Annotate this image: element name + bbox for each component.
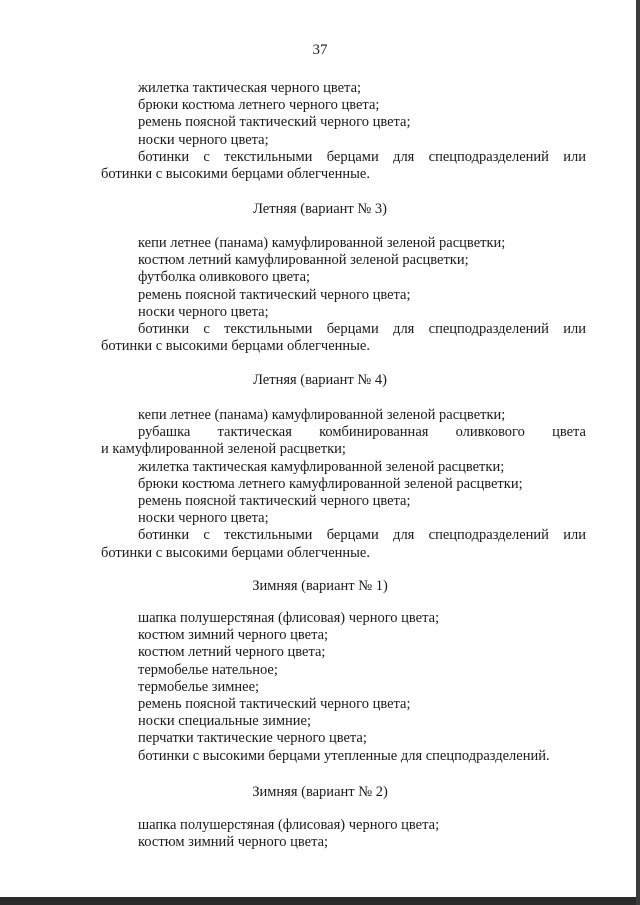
scan-bottom-edge [0, 897, 640, 905]
list-item-continuation: и камуфлированной зеленой расцветки; [101, 441, 346, 458]
section-heading-winter-2: Зимняя (вариант № 2) [252, 784, 388, 800]
list-item-continuation: ботинки с высокими берцами облегченные. [101, 338, 370, 355]
list-item: костюм зимний черного цвета; [138, 627, 329, 644]
list-item: ремень поясной тактический черного цвета; [138, 492, 411, 509]
list-item: рубашка тактическая комбинированная оливкового цвета [138, 424, 586, 441]
list-item: термобелье зимнее; [138, 678, 260, 695]
list-item: шапка полушерстяная (флисовая) черного цвета; [138, 610, 440, 626]
item-list-block-3 [101, 407, 586, 562]
page-number: 37 [312, 42, 328, 58]
list-item: ботинки с текстильными берцами для спецподразделений или [138, 148, 586, 165]
list-item: костюм летний черного цвета; [138, 644, 326, 661]
item-list-block-1 [101, 80, 586, 183]
list-item: ботинки с текстильными берцами для спецподразделений или [138, 320, 586, 337]
section-heading-summer-4: Летняя (вариант № 4) [253, 372, 387, 388]
section-heading-summer-3: Летняя (вариант № 3) [253, 201, 387, 217]
list-item: ботинки с высокими берцами утепленные для спецподразделений. [138, 747, 550, 764]
list-item: термобелье нательное; [138, 661, 278, 678]
list-item: футболка оливкового цвета; [138, 269, 311, 286]
item-list-block-5 [101, 817, 586, 851]
list-item: ремень поясной тактический черного цвета; [138, 114, 411, 131]
list-item: жилетка тактическая черного цвета; [138, 80, 362, 96]
list-item: костюм летний камуфлированной зеленой расцветки; [138, 252, 469, 269]
list-item: кепи летнее (панама) камуфлированной зеленой расцветки; [138, 235, 506, 251]
list-item: костюм зимний черного цвета; [138, 834, 329, 851]
list-item: ремень поясной тактический черного цвета; [138, 695, 411, 712]
list-item: брюки костюма летнего камуфлированной зеленой расцветки; [138, 475, 523, 492]
item-list-block-4 [101, 610, 586, 765]
list-item: брюки костюма летнего черного цвета; [138, 97, 380, 114]
scan-right-edge [636, 0, 640, 905]
list-item: кепи летнее (панама) камуфлированной зеленой расцветки; [138, 407, 506, 423]
list-item: носки черного цвета; [138, 510, 269, 527]
list-item: носки черного цвета; [138, 131, 269, 148]
item-list-block-2 [101, 235, 586, 355]
list-item: носки специальные зимние; [138, 713, 312, 730]
list-item: шапка полушерстяная (флисовая) черного цвета; [138, 817, 440, 833]
list-item-continuation: ботинки с высокими берцами облегченные. [101, 544, 370, 561]
list-item: ремень поясной тактический черного цвета; [138, 286, 411, 303]
list-item: ботинки с текстильными берцами для спецподразделений или [138, 527, 586, 544]
list-item: жилетка тактическая камуфлированной зеленой расцветки; [138, 458, 505, 475]
list-item: перчатки тактические черного цвета; [138, 730, 367, 747]
list-item-continuation: ботинки с высокими берцами облегченные. [101, 165, 370, 182]
list-item: носки черного цвета; [138, 303, 269, 320]
section-heading-winter-1: Зимняя (вариант № 1) [252, 578, 388, 594]
